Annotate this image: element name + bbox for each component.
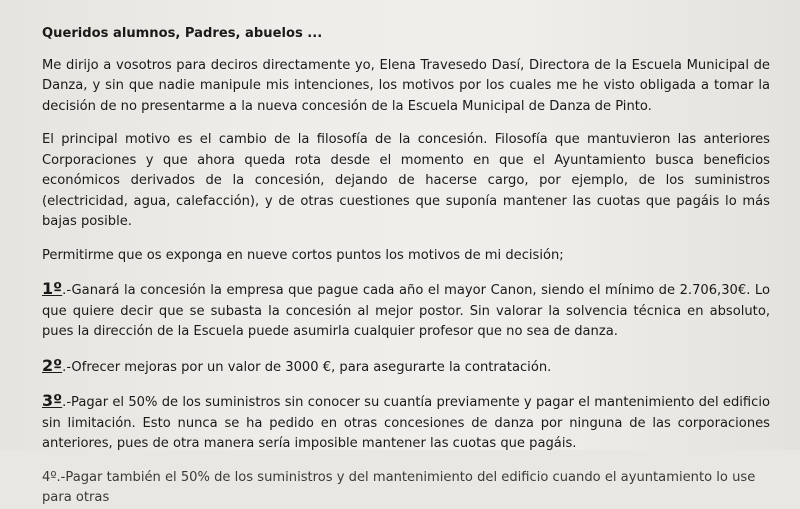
point-number: 3º: [42, 391, 63, 410]
lead-in-paragraph: Permitirme que os exponga en nueve cortos puntos los motivos de mi decisión;: [42, 247, 564, 263]
point-text: .-Ganará la concesión la empresa que pague cada año el mayor Canon, siendo el mínimo de 2.706,30€. Lo que quiere decir que se subasta la concesión al mejor postor. Sin valorar la solvencia técnica en absoluto, pues la dirección de la Escuela puede asumirla cualquier profesor que no sea de danza.: [42, 283, 770, 339]
intro-paragraph: Me dirijo a vosotros para deciros directamente yo, Elena Travesedo Dasí, Directora de la Escuela Municipal de Danza, y sin que nadie manipule mis intenciones, los motivos por los cuales me he visto obligada a tomar la decisión de no presentarme a la nueva concesión de la Escuela Municipal de Danza de Pinto.: [42, 57, 770, 114]
point-text: .-Pagar el 50% de los suministros sin conocer su cuantía previamente y pagar el mantenimiento del edificio sin limitación. Esto nunca se ha pedido en otras concesiones de danza por ninguna de las corporaciones anteriores, pues de otra manera sería imposible mantener las cuotas que pagáis.: [42, 395, 770, 451]
point-3: [42, 391, 770, 455]
salutation: Queridos alumnos, Padres, abuelos ...: [42, 26, 323, 41]
point-text: .-Ofrecer mejoras por un valor de 3000 €, para asegurarte la contratación.: [62, 359, 552, 375]
point-4-partial: 4º.-Pagar también el 50% de los suministros y del mantenimiento del edificio cuando el ayuntamiento lo use para otras: [42, 469, 756, 505]
point-number: 2º: [42, 355, 63, 375]
point-number: 1º: [42, 279, 63, 298]
main-reason-paragraph: El principal motivo es el cambio de la filosofía de la concesión. Filosofía que mantuvieron las anteriores Corporaciones y que ahora queda rota desde el momento en que el Ayuntamiento busca beneficios económicos derivados de la concesión, dejando de hacerse cargo, por ejemplo, de los suministros (electricidad, agua, calefacción), y de otras cuestiones que suponía mantener las cuotas que pagáis lo más bajas posible.: [42, 132, 770, 229]
point-2: [42, 356, 770, 379]
point-1: [42, 279, 770, 343]
letter-body: [42, 24, 770, 509]
